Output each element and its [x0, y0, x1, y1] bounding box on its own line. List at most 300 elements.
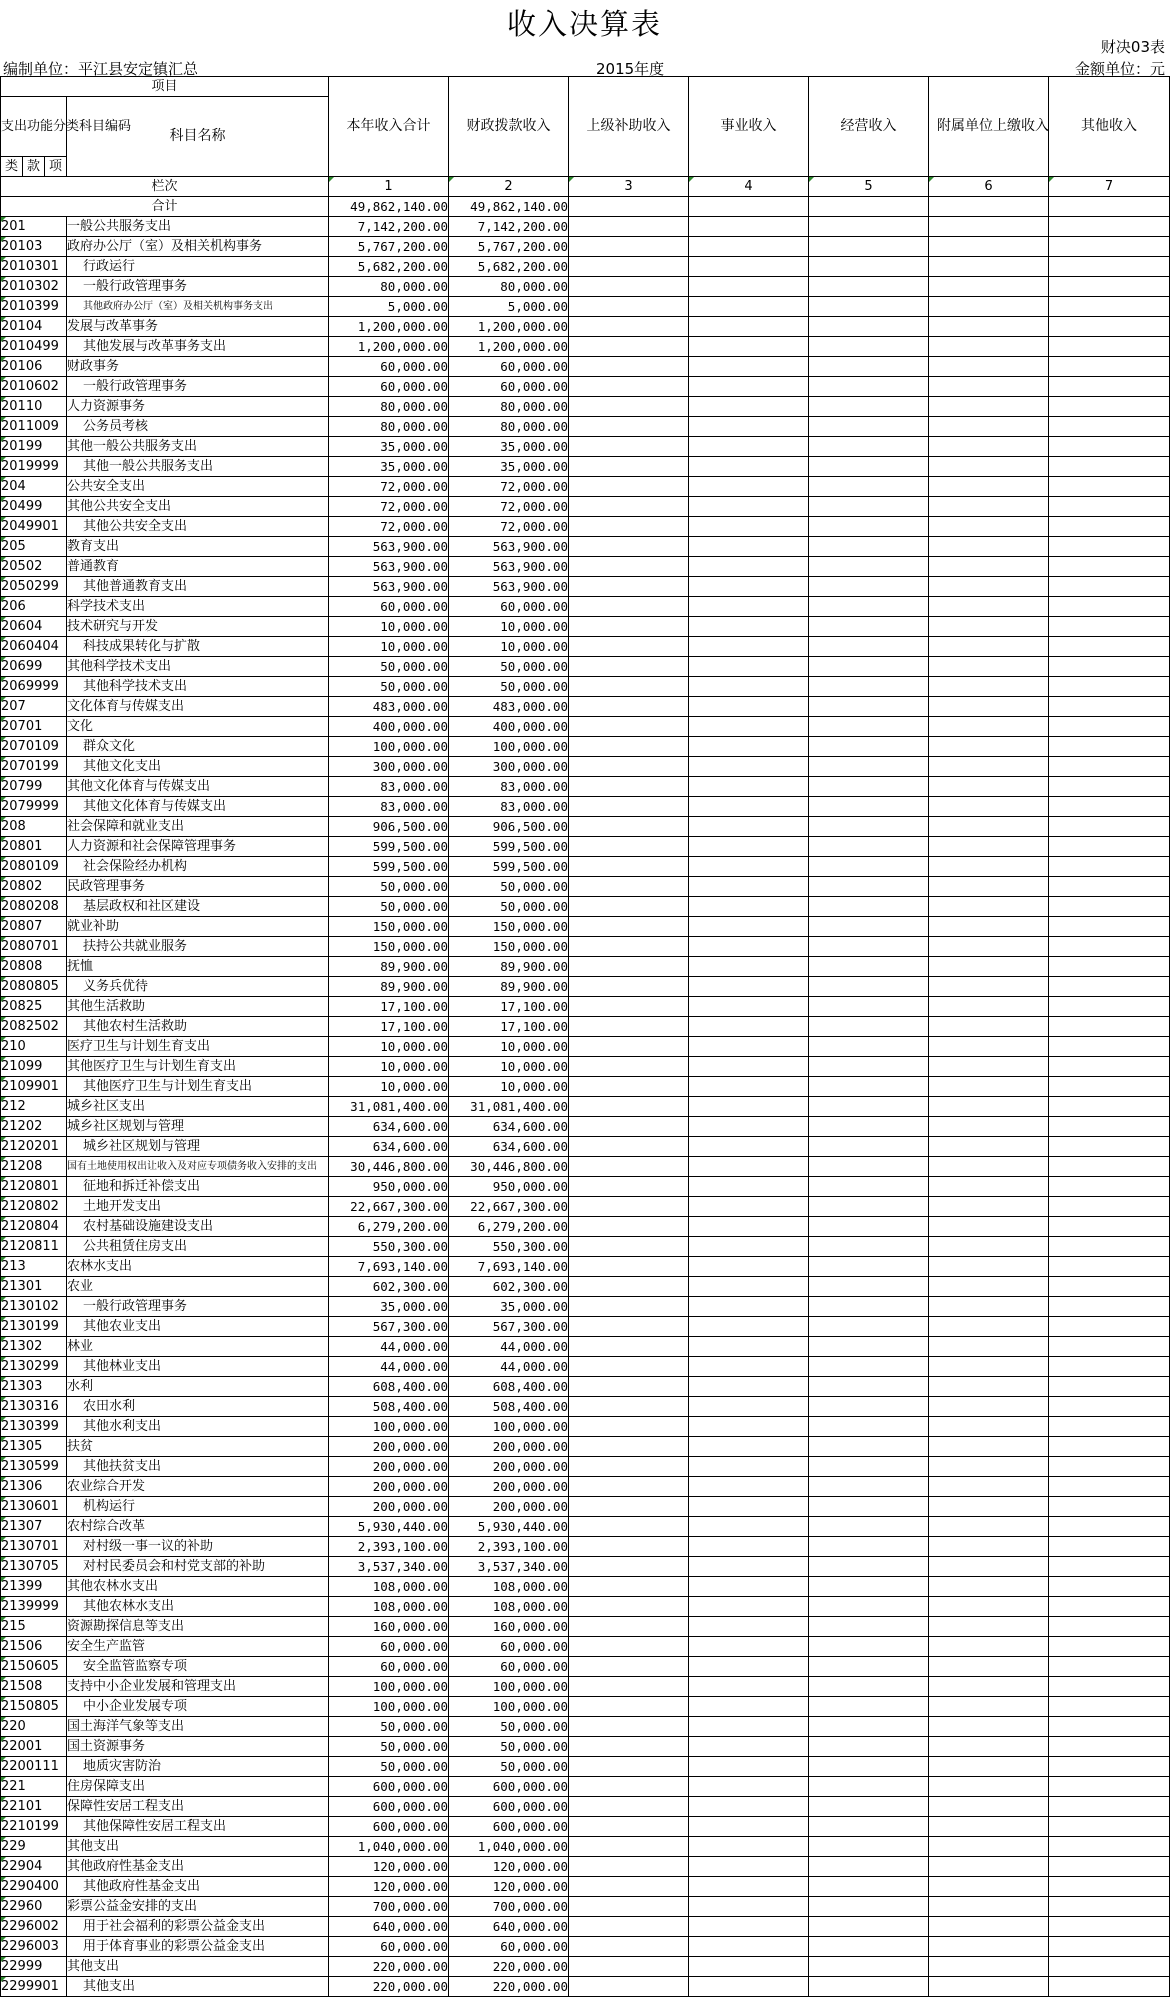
amount-col-2: 220,000.00	[449, 1957, 569, 1977]
amount-col-2: 60,000.00	[449, 1937, 569, 1957]
subject-code: 2200111	[1, 1757, 67, 1777]
subject-name: 其他支出	[67, 1837, 329, 1857]
amount-col-4	[689, 1537, 809, 1557]
amount-col-4	[689, 1177, 809, 1197]
amount-col-6	[929, 497, 1049, 517]
amount-col-6	[929, 417, 1049, 437]
table-row	[1, 577, 1170, 597]
amount-col-1: 5,767,200.00	[329, 237, 449, 257]
amount-col-4	[689, 957, 809, 977]
amount-col-1: 100,000.00	[329, 1417, 449, 1437]
amount-col-3	[569, 1877, 689, 1897]
amount-col-2: 17,100.00	[449, 997, 569, 1017]
amount-col-7	[1049, 257, 1170, 277]
subject-code: 21508	[1, 1677, 67, 1697]
subject-code: 201	[1, 217, 67, 237]
amount-col-5	[809, 897, 929, 917]
amount-col-6	[929, 1917, 1049, 1937]
subject-code: 20604	[1, 617, 67, 637]
amount-col-4	[689, 1737, 809, 1757]
amount-col-1: 600,000.00	[329, 1797, 449, 1817]
amount-col-7	[1049, 1517, 1170, 1537]
amount-col-3	[569, 937, 689, 957]
subject-code: 20104	[1, 317, 67, 337]
amount-col-2: 6,279,200.00	[449, 1217, 569, 1237]
amount-col-4	[689, 937, 809, 957]
reporting-unit: 编制单位：平江县安定镇汇总	[3, 60, 199, 78]
cell-marker-icon	[1, 837, 6, 842]
amount-col-2: 89,900.00	[449, 977, 569, 997]
amount-col-3	[569, 537, 689, 557]
amount-col-3	[569, 997, 689, 1017]
amount-col-6	[929, 917, 1049, 937]
subject-code: 215	[1, 1617, 67, 1637]
amount-col-5	[809, 1417, 929, 1437]
subject-code: 2010302	[1, 277, 67, 297]
amount-col-4	[689, 1037, 809, 1057]
subject-code: 22960	[1, 1897, 67, 1917]
amount-col-7	[1049, 657, 1170, 677]
table-row	[1, 877, 1170, 897]
subject-code: 20807	[1, 917, 67, 937]
column-number-4: 4	[689, 177, 809, 197]
amount-col-3	[569, 1717, 689, 1737]
amount-col-4	[689, 857, 809, 877]
amount-col-7	[1049, 717, 1170, 737]
amount-col-5	[809, 1177, 929, 1197]
amount-col-4	[689, 1977, 809, 1997]
amount-col-3	[569, 1637, 689, 1657]
amount-col-3	[569, 797, 689, 817]
amount-col-6	[929, 1617, 1049, 1637]
subject-name: 其他公共安全支出	[67, 497, 329, 517]
column-number-7: 7	[1049, 177, 1170, 197]
amount-col-6	[929, 737, 1049, 757]
cell-marker-icon	[1, 1957, 6, 1962]
subject-name: 其他生活救助	[67, 997, 329, 1017]
amount-col-4	[689, 477, 809, 497]
cell-marker-icon	[1, 437, 6, 442]
subject-name: 其他政府办公厅（室）及相关机构事务支出	[67, 297, 329, 317]
amount-col-7	[1049, 1657, 1170, 1677]
amount-col-1: 300,000.00	[329, 757, 449, 777]
subject-code: 22999	[1, 1957, 67, 1977]
amount-col-5	[809, 1297, 929, 1317]
amount-col-6	[929, 1477, 1049, 1497]
subject-code: 20802	[1, 877, 67, 897]
amount-col-7	[1049, 1957, 1170, 1977]
total-col-6	[929, 197, 1049, 217]
amount-col-3	[569, 1077, 689, 1097]
amount-col-2: 100,000.00	[449, 1697, 569, 1717]
subject-code: 212	[1, 1097, 67, 1117]
amount-col-6	[929, 977, 1049, 997]
amount-col-6	[929, 1797, 1049, 1817]
amount-col-1: 1,040,000.00	[329, 1837, 449, 1857]
amount-col-2: 50,000.00	[449, 677, 569, 697]
table-row	[1, 1137, 1170, 1157]
amount-col-1: 634,600.00	[329, 1137, 449, 1157]
amount-col-6	[929, 1117, 1049, 1137]
subject-name: 一般行政管理事务	[67, 277, 329, 297]
table-row	[1, 1557, 1170, 1577]
cell-marker-icon	[1, 1437, 6, 1442]
amount-col-7	[1049, 537, 1170, 557]
amount-col-5	[809, 1257, 929, 1277]
amount-col-3	[569, 1597, 689, 1617]
total-col-2: 49,862,140.00	[449, 197, 569, 217]
amount-col-7	[1049, 917, 1170, 937]
amount-col-6	[929, 237, 1049, 257]
amount-col-6	[929, 1717, 1049, 1737]
subject-name: 其他科学技术支出	[67, 677, 329, 697]
amount-col-1: 220,000.00	[329, 1957, 449, 1977]
subject-code: 21399	[1, 1577, 67, 1597]
amount-col-2: 1,040,000.00	[449, 1837, 569, 1857]
amount-col-1: 50,000.00	[329, 657, 449, 677]
subject-code: 20499	[1, 497, 67, 517]
subject-code: 221	[1, 1777, 67, 1797]
table-row	[1, 1677, 1170, 1697]
amount-col-5	[809, 1077, 929, 1097]
subject-name: 其他一般公共服务支出	[67, 437, 329, 457]
amount-col-5	[809, 1157, 929, 1177]
cell-marker-icon	[1, 1057, 6, 1062]
table-row	[1, 277, 1170, 297]
table-row	[1, 1517, 1170, 1537]
amount-col-5	[809, 1477, 929, 1497]
amount-col-4	[689, 897, 809, 917]
subject-code: 2070199	[1, 757, 67, 777]
amount-col-5	[809, 1617, 929, 1637]
subject-name: 对村民委员会和村党支部的补助	[67, 1557, 329, 1577]
total-label: 合计	[1, 197, 329, 217]
subject-code: 213	[1, 1257, 67, 1277]
subject-code: 21208	[1, 1157, 67, 1177]
amount-col-4	[689, 577, 809, 597]
subject-code: 22904	[1, 1857, 67, 1877]
amount-col-4	[689, 777, 809, 797]
subject-code: 206	[1, 597, 67, 617]
cell-marker-icon	[1, 1197, 6, 1202]
table-row	[1, 237, 1170, 257]
cell-marker-icon	[1, 657, 6, 662]
subject-code: 22001	[1, 1737, 67, 1757]
amount-col-6	[929, 1337, 1049, 1357]
amount-col-4	[689, 1297, 809, 1317]
amount-col-3	[569, 257, 689, 277]
subject-name: 行政运行	[67, 257, 329, 277]
amount-col-6	[929, 1217, 1049, 1237]
subject-name: 其他扶贫支出	[67, 1457, 329, 1477]
total-col-5	[809, 197, 929, 217]
cell-marker-icon	[1, 217, 6, 222]
amount-col-4	[689, 797, 809, 817]
subject-name: 其他文化体育与传媒支出	[67, 777, 329, 797]
subject-name: 用于社会福利的彩票公益金支出	[67, 1917, 329, 1937]
amount-col-3	[569, 1057, 689, 1077]
amount-col-5	[809, 1817, 929, 1837]
table-row	[1, 537, 1170, 557]
amount-col-6	[929, 1257, 1049, 1277]
amount-col-6	[929, 337, 1049, 357]
subject-code: 2130299	[1, 1357, 67, 1377]
amount-col-6	[929, 1637, 1049, 1657]
amount-col-5	[809, 817, 929, 837]
amount-col-6	[929, 1837, 1049, 1857]
amount-col-6	[929, 637, 1049, 657]
amount-col-2: 100,000.00	[449, 1677, 569, 1697]
header-col-4: 事业收入	[689, 77, 809, 177]
amount-col-6	[929, 217, 1049, 237]
amount-col-5	[809, 737, 929, 757]
subject-code: 21303	[1, 1377, 67, 1397]
amount-col-3	[569, 857, 689, 877]
amount-col-3	[569, 697, 689, 717]
amount-col-3	[569, 1397, 689, 1417]
amount-col-4	[689, 657, 809, 677]
amount-col-1: 30,446,800.00	[329, 1157, 449, 1177]
amount-col-7	[1049, 977, 1170, 997]
amount-col-7	[1049, 1477, 1170, 1497]
amount-col-7	[1049, 1097, 1170, 1117]
fiscal-year: 2015年度	[596, 60, 665, 78]
amount-col-4	[689, 757, 809, 777]
subject-code: 2010399	[1, 297, 67, 317]
table-row	[1, 897, 1170, 917]
amount-col-5	[809, 697, 929, 717]
amount-col-2: 567,300.00	[449, 1317, 569, 1337]
amount-col-7	[1049, 1697, 1170, 1717]
amount-col-5	[809, 417, 929, 437]
amount-col-7	[1049, 357, 1170, 377]
subject-code: 2010499	[1, 337, 67, 357]
amount-col-1: 120,000.00	[329, 1857, 449, 1877]
subject-code: 20110	[1, 397, 67, 417]
amount-col-3	[569, 437, 689, 457]
amount-col-4	[689, 1717, 809, 1737]
amount-col-6	[929, 1137, 1049, 1157]
amount-col-3	[569, 1797, 689, 1817]
table-row	[1, 617, 1170, 637]
cell-marker-icon	[1, 1137, 6, 1142]
table-row	[1, 1437, 1170, 1457]
cell-marker-icon	[1, 1297, 6, 1302]
amount-col-5	[809, 1597, 929, 1617]
amount-col-4	[689, 1477, 809, 1497]
header-xiang: 项	[45, 157, 67, 177]
table-row	[1, 1377, 1170, 1397]
cell-marker-icon	[1, 337, 6, 342]
cell-marker-icon	[1, 1117, 6, 1122]
amount-col-7	[1049, 1397, 1170, 1417]
total-col-4	[689, 197, 809, 217]
amount-col-6	[929, 957, 1049, 977]
amount-col-7	[1049, 217, 1170, 237]
subject-name: 地质灾害防治	[67, 1757, 329, 1777]
amount-col-5	[809, 877, 929, 897]
amount-col-3	[569, 1557, 689, 1577]
amount-col-4	[689, 817, 809, 837]
amount-col-7	[1049, 1157, 1170, 1177]
amount-col-2: 600,000.00	[449, 1817, 569, 1837]
cell-marker-icon	[1, 1917, 6, 1922]
amount-col-2: 60,000.00	[449, 597, 569, 617]
subject-name: 政府办公厅（室）及相关机构事务	[67, 237, 329, 257]
amount-col-5	[809, 997, 929, 1017]
amount-col-1: 567,300.00	[329, 1317, 449, 1337]
subject-code: 20199	[1, 437, 67, 457]
subject-name: 一般公共服务支出	[67, 217, 329, 237]
table-row	[1, 1217, 1170, 1237]
table-row	[1, 1777, 1170, 1797]
amount-col-3	[569, 277, 689, 297]
amount-col-3	[569, 217, 689, 237]
amount-col-6	[929, 277, 1049, 297]
amount-col-1: 72,000.00	[329, 497, 449, 517]
amount-col-6	[929, 1297, 1049, 1317]
amount-col-5	[809, 1977, 929, 1997]
table-row	[1, 357, 1170, 377]
amount-col-3	[569, 637, 689, 657]
subject-code: 21202	[1, 1117, 67, 1137]
amount-col-2: 508,400.00	[449, 1397, 569, 1417]
amount-col-5	[809, 1777, 929, 1797]
table-row	[1, 337, 1170, 357]
amount-col-5	[809, 1937, 929, 1957]
amount-col-2: 80,000.00	[449, 417, 569, 437]
subject-code: 2060404	[1, 637, 67, 657]
form-number: 财决03表	[1100, 38, 1165, 56]
amount-col-1: 634,600.00	[329, 1117, 449, 1137]
amount-col-6	[929, 317, 1049, 337]
amount-col-4	[689, 1257, 809, 1277]
subject-code: 2130102	[1, 1297, 67, 1317]
amount-col-2: 120,000.00	[449, 1857, 569, 1877]
amount-col-1: 89,900.00	[329, 957, 449, 977]
amount-col-1: 6,279,200.00	[329, 1217, 449, 1237]
amount-col-4	[689, 1597, 809, 1617]
subject-name: 城乡社区支出	[67, 1097, 329, 1117]
amount-col-3	[569, 1337, 689, 1357]
amount-col-1: 200,000.00	[329, 1437, 449, 1457]
table-row	[1, 1077, 1170, 1097]
amount-col-4	[689, 1337, 809, 1357]
amount-col-5	[809, 1737, 929, 1757]
amount-col-7	[1049, 937, 1170, 957]
subject-code: 2109901	[1, 1077, 67, 1097]
subject-code: 2049901	[1, 517, 67, 537]
amount-col-4	[689, 1117, 809, 1137]
amount-col-4	[689, 1797, 809, 1817]
cell-marker-icon	[1, 857, 6, 862]
amount-col-5	[809, 557, 929, 577]
subject-code: 2120811	[1, 1237, 67, 1257]
amount-col-7	[1049, 1917, 1170, 1937]
amount-col-3	[569, 717, 689, 737]
amount-col-3	[569, 1657, 689, 1677]
amount-col-7	[1049, 1177, 1170, 1197]
amount-col-5	[809, 517, 929, 537]
table-row	[1, 1737, 1170, 1757]
amount-col-6	[929, 777, 1049, 797]
amount-col-1: 10,000.00	[329, 1057, 449, 1077]
subject-code: 2069999	[1, 677, 67, 697]
subject-code: 2120802	[1, 1197, 67, 1217]
cell-marker-icon	[1, 757, 6, 762]
amount-col-4	[689, 1097, 809, 1117]
subject-code: 2120804	[1, 1217, 67, 1237]
amount-col-5	[809, 1377, 929, 1397]
subject-code: 22101	[1, 1797, 67, 1817]
amount-col-4	[689, 317, 809, 337]
amount-col-5	[809, 537, 929, 557]
amount-col-3	[569, 1757, 689, 1777]
subject-name: 一般行政管理事务	[67, 377, 329, 397]
amount-col-6	[929, 997, 1049, 1017]
header-lanci: 栏次	[1, 177, 329, 197]
amount-col-3	[569, 1897, 689, 1917]
table-row	[1, 1397, 1170, 1417]
amount-col-3	[569, 617, 689, 637]
amount-col-4	[689, 1657, 809, 1677]
table-row	[1, 1697, 1170, 1717]
subject-name: 科技成果转化与扩散	[67, 637, 329, 657]
cell-marker-icon	[1, 1377, 6, 1382]
table-row	[1, 497, 1170, 517]
amount-col-7	[1049, 1437, 1170, 1457]
cell-marker-icon	[1, 1477, 6, 1482]
amount-col-3	[569, 1577, 689, 1597]
subject-name: 扶持公共就业服务	[67, 937, 329, 957]
amount-col-7	[1049, 1937, 1170, 1957]
subject-name: 公务员考核	[67, 417, 329, 437]
amount-col-1: 10,000.00	[329, 1037, 449, 1057]
amount-col-5	[809, 337, 929, 357]
amount-col-4	[689, 377, 809, 397]
amount-col-3	[569, 757, 689, 777]
subject-code: 204	[1, 477, 67, 497]
amount-col-1: 563,900.00	[329, 537, 449, 557]
table-row	[1, 737, 1170, 757]
amount-col-6	[929, 937, 1049, 957]
amount-col-7	[1049, 1117, 1170, 1137]
amount-col-6	[929, 1457, 1049, 1477]
cell-marker-icon	[1, 1177, 6, 1182]
subject-code: 208	[1, 817, 67, 837]
table-row	[1, 777, 1170, 797]
header-col-7: 其他收入	[1049, 77, 1170, 177]
amount-col-2: 10,000.00	[449, 1077, 569, 1097]
amount-col-4	[689, 1777, 809, 1797]
subject-code: 2011009	[1, 417, 67, 437]
subject-name: 水利	[67, 1377, 329, 1397]
subject-name: 抚恤	[67, 957, 329, 977]
subject-name: 国土资源事务	[67, 1737, 329, 1757]
subject-name: 其他政府性基金支出	[67, 1857, 329, 1877]
amount-col-2: 50,000.00	[449, 1757, 569, 1777]
cell-marker-icon	[1, 1617, 6, 1622]
cell-marker-icon	[1, 397, 6, 402]
amount-col-5	[809, 1657, 929, 1677]
amount-col-7	[1049, 337, 1170, 357]
amount-col-1: 599,500.00	[329, 857, 449, 877]
subject-name: 公共租赁住房支出	[67, 1237, 329, 1257]
subject-name: 农村综合改革	[67, 1517, 329, 1537]
cell-marker-icon	[1, 1937, 6, 1942]
table-row	[1, 1957, 1170, 1977]
amount-col-6	[929, 1877, 1049, 1897]
